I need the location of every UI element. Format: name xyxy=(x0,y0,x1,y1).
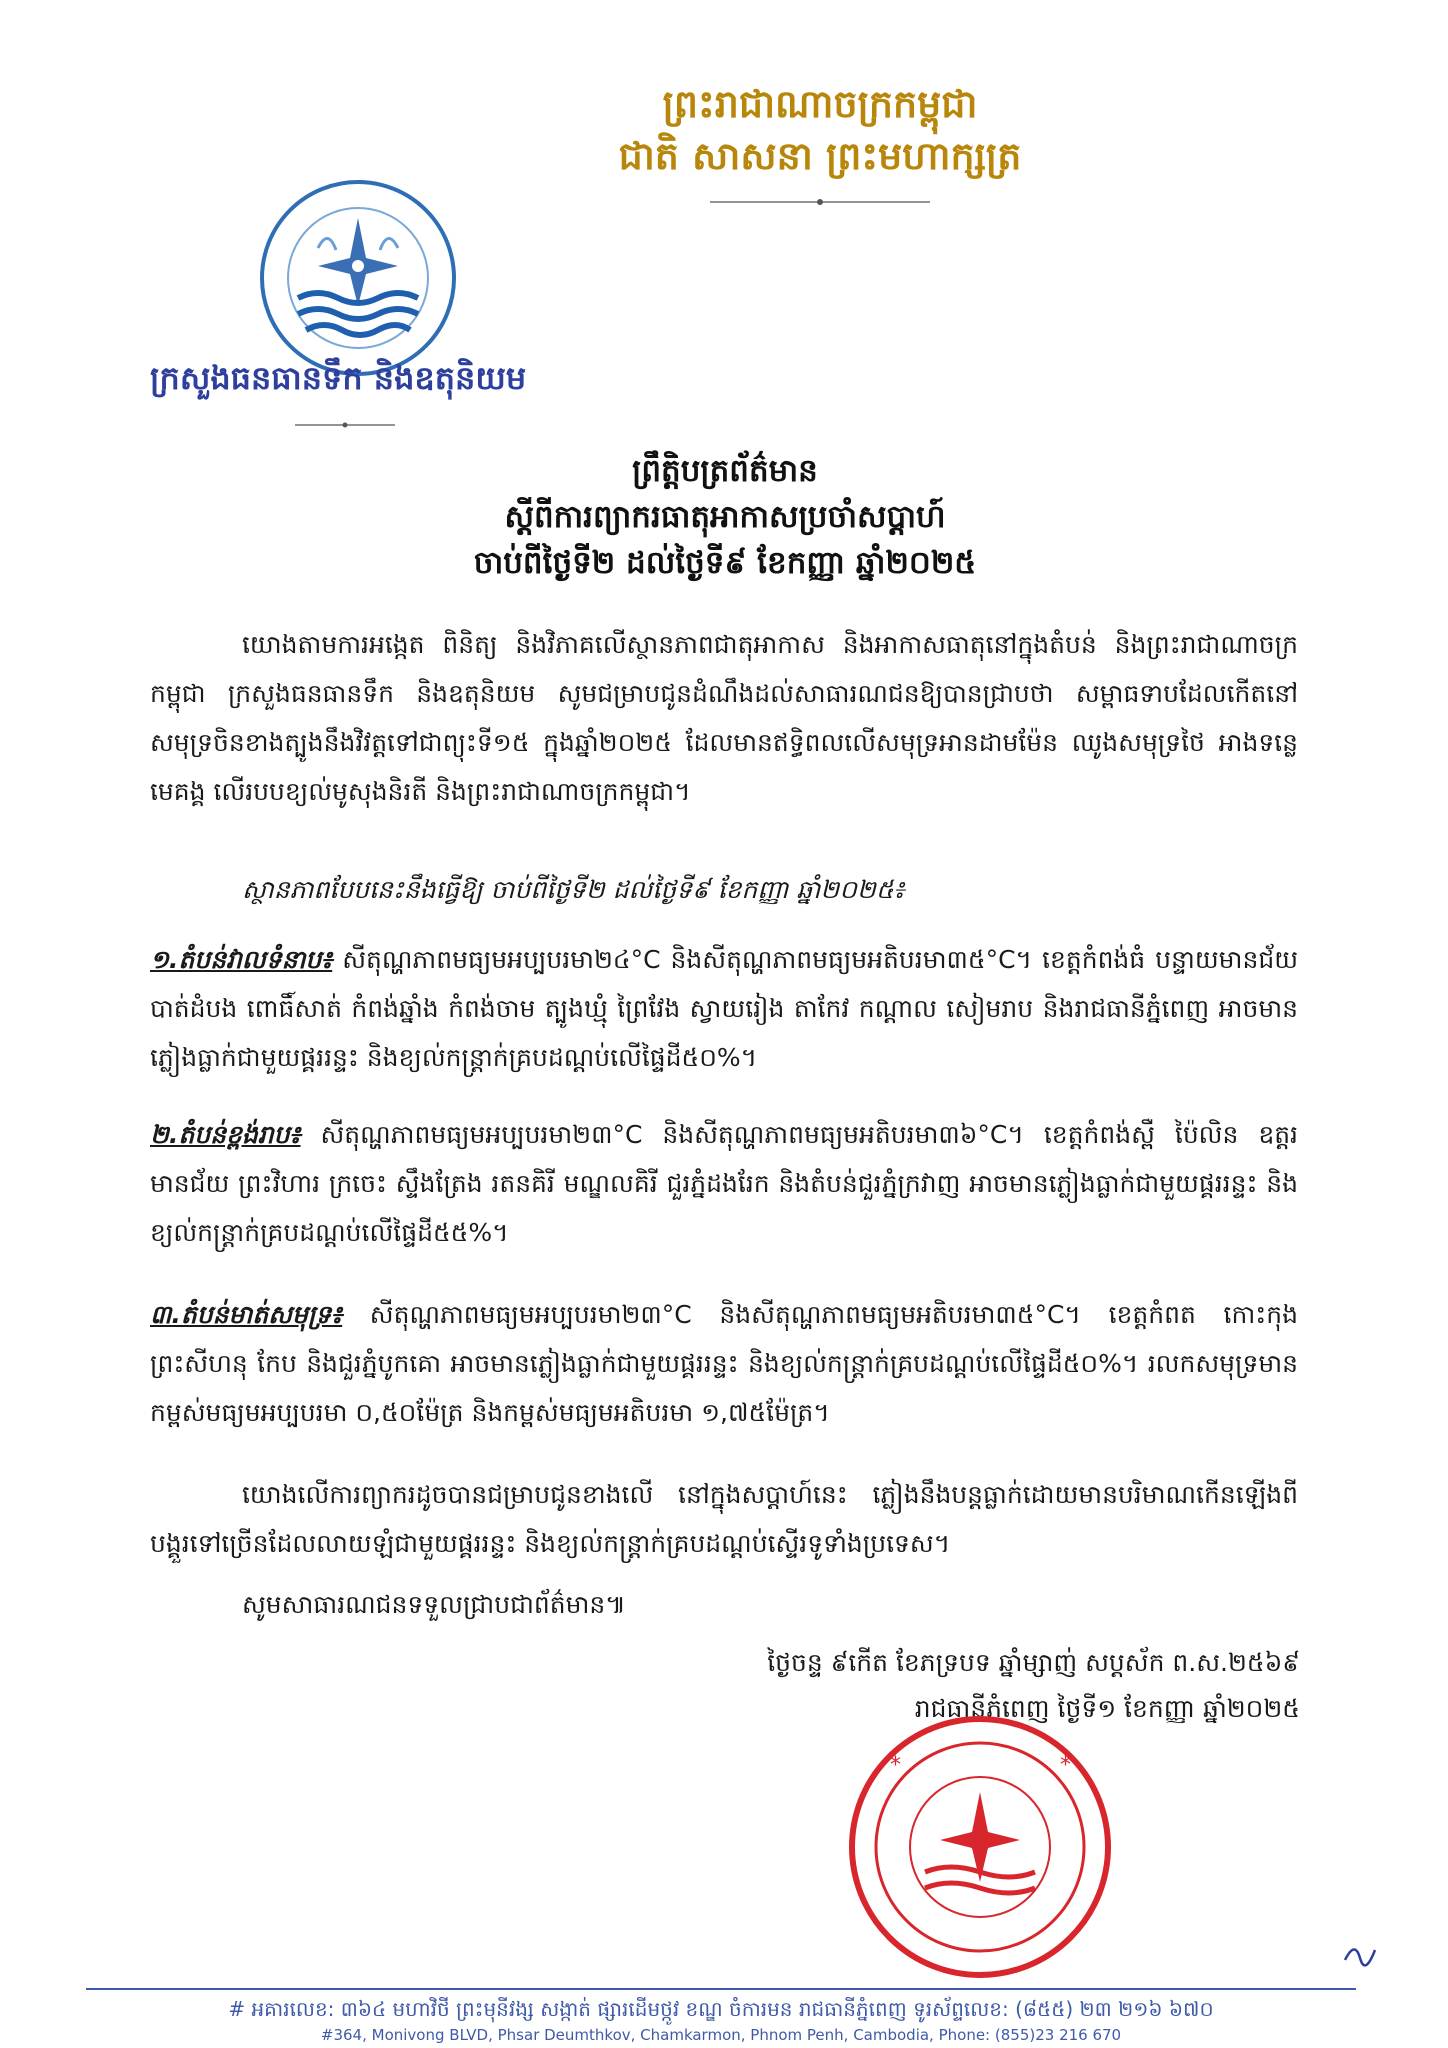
section-lowland xyxy=(150,935,1298,1082)
ministry-logo-icon xyxy=(258,178,458,378)
section-highland-head: ២.តំបន់ខ្ពង់រាប៖ xyxy=(150,1120,301,1149)
lunar-date: ថ្ងៃចន្ទ ៩កើត ខែភទ្របទ ឆ្នាំម្សាញ់ សប្តស័ក ព.ស.២៥៦៩ xyxy=(767,1648,1300,1677)
bulletin-title xyxy=(200,448,1250,586)
ornament-divider xyxy=(700,195,940,209)
situation-sentence: ស្ថានភាពបែបនេះនឹងធ្វើឱ្យ ចាប់ពីថ្ងៃទី២ ដល់ថ្ងៃទី៩ ខែកញ្ញា ឆ្នាំ២០២៥៖ xyxy=(242,875,905,904)
footer-divider xyxy=(86,1988,1356,1990)
kingdom-line-1: ព្រះរាជាណាចក្រកម្ពុជា xyxy=(662,82,978,126)
kingdom-heading xyxy=(520,78,1120,182)
intro-paragraph: យោងតាមការអង្កេត ពិនិត្យ និងវិភាគលើស្ថានភាពជាតុអាកាស និងអាកាសធាតុនៅក្នុងតំបន់ និងព្រះរាជាណាចក្រកម្ពុជា ក្រសួងធនធានទឹក និងឧតុនិយម សូមជម្រាបជូនដំណឹងដល់សាធារណជនឱ្យបានជ្រាបថា សម្ពាធទាបដែលកើតនៅសមុទ្រចិនខាងត្បូងនឹងវិវត្តទៅជាព្យុះទី១៥ ក្នុងឆ្នាំ២០២៥ ដែលមានឥទ្ធិពលលើសមុទ្រអានដាមម៉ែន ឈូងសមុទ្រថៃ អាងទន្លេមេគង្គ លើរបបខ្យល់មូសុងនិរតី និងព្រះរាជាណាចក្រកម្ពុជា។ xyxy=(150,630,1298,806)
section-coastal xyxy=(150,1290,1298,1437)
closing-sentence: សូមសាធារណជនទទួលជ្រាបជាព័ត៌មាន៕ xyxy=(242,1590,627,1619)
official-seal-icon xyxy=(830,1712,1130,1982)
title-line-2: ស្តីពីការព្យាករធាតុអាកាសប្រចាំសប្តាហ៍ xyxy=(504,499,946,535)
section-coastal-head: ៣.តំបន់មាត់សមុទ្រ៖ xyxy=(150,1300,343,1329)
svg-text:*: * xyxy=(1060,1753,1071,1778)
svg-text:*: * xyxy=(890,1753,901,1778)
solar-date: រាជធានីភ្នំពេញ ថ្ងៃទី១ ខែកញ្ញា ឆ្នាំ២០២៥ xyxy=(914,1694,1300,1723)
kingdom-line-2: ជាតិ សាសនា ព្រះមហាក្សត្រ xyxy=(618,134,1022,178)
section-highland xyxy=(150,1110,1298,1257)
footer-address-en: #364, Monivong BLVD, Phsar Deumthkov, Chamkarmon, Phnom Penh, Cambodia, Phone: (855)23 216 670 xyxy=(320,2026,1122,2044)
section-coastal-text: សីតុណ្ហភាពមធ្យមអប្បបរមា២៣°C និងសីតុណ្ហភាពមធ្យមអតិបរមា៣៥°C។ ខេត្តកំពត កោះកុង ព្រះសីហនុ កែប និងជួរភ្នំបូកគោ អាចមានភ្លៀងធ្លាក់ជាមួយផ្គររន្ទះ និងខ្យល់កន្ត្រាក់គ្របដណ្តប់លើផ្ទៃដី៥០%។ រលកសមុទ្រមានកម្ពស់មធ្យមអប្បបរមា ០,៥០ម៉ែត្រ និងកម្ពស់មធ្យមអតិបរមា ១,៧៥ម៉ែត្រ។ xyxy=(150,1300,1298,1427)
conclusion-paragraph: យោងលើការព្យាករដូចបានជម្រាបជូនខាងលើ នៅក្នុងសប្តាហ៍នេះ ភ្លៀងនឹងបន្តធ្លាក់ដោយមានបរិមាណកើនឡើងពីបង្គួរទៅច្រើនដែលលាយឡំជាមួយផ្គររន្ទះ និងខ្យល់កន្ត្រាក់គ្របដណ្តប់ស្ទើរទូទាំងប្រទេស។ xyxy=(150,1480,1298,1558)
section-lowland-text: សីតុណ្ហភាពមធ្យមអប្បបរមា២៤°C និងសីតុណ្ហភាពមធ្យមអតិបរមា៣៥°C។ ខេត្តកំពង់ធំ បន្ទាយមានជ័យ បាត់ដំបង ពោធិ៍សាត់ កំពង់ឆ្នាំង កំពង់ចាម ត្បូងឃ្មុំ ព្រៃវែង ស្វាយរៀង តាកែវ កណ្តាល សៀមរាប និងរាជធានីភ្នំពេញ អាចមានភ្លៀងធ្លាក់ជាមួយផ្គររន្ទះ និងខ្យល់កន្ត្រាក់គ្របដណ្តប់លើផ្ទៃដី៥០%។ xyxy=(150,945,1298,1072)
section-highland-text: សីតុណ្ហភាពមធ្យមអប្បបរមា២៣°C និងសីតុណ្ហភាពមធ្យមអតិបរមា៣៦°C។ ខេត្តកំពង់ស្ពឺ ប៉ៃលិន ឧត្តរមានជ័យ ព្រះវិហារ ក្រចេះ ស្ទឹងត្រែង រតនគិរី មណ្ឌលគិរី ជួរភ្នំដងរែក និងតំបន់ជួរភ្នំក្រវាញ អាចមានភ្លៀងធ្លាក់ជាមួយផ្គររន្ទះ និងខ្យល់កន្ត្រាក់គ្របដណ្តប់លើផ្ទៃដី៥៥%។ xyxy=(150,1120,1298,1247)
title-line-3: ចាប់ពីថ្ងៃទី២ ដល់ថ្ងៃទី៩ ខែកញ្ញា ឆ្នាំ២០២៥ xyxy=(473,545,977,581)
ministry-name: ក្រសួងធនធានទឹក និងឧតុនិយម xyxy=(150,359,527,397)
ministry-divider xyxy=(290,418,400,432)
title-line-1: ព្រឹត្តិបត្រព័ត៌មាន xyxy=(632,453,818,489)
footer-address-kh: # អគារលេខ: ៣៦៤ មហាវិថី ព្រះមុនីវង្ស សង្កាត់ ផ្សារដើមថ្កូវ ខណ្ឌ ចំការមន រាជធានីភ្នំពេញ ទូរស័ព្ទលេខ: (៨៥៥) ២៣ ២១៦ ៦៧០ xyxy=(228,1997,1214,2021)
section-lowland-head: ១.តំបន់វាលទំនាប៖ xyxy=(150,945,333,974)
signature-mark-icon xyxy=(1340,1930,1380,1970)
